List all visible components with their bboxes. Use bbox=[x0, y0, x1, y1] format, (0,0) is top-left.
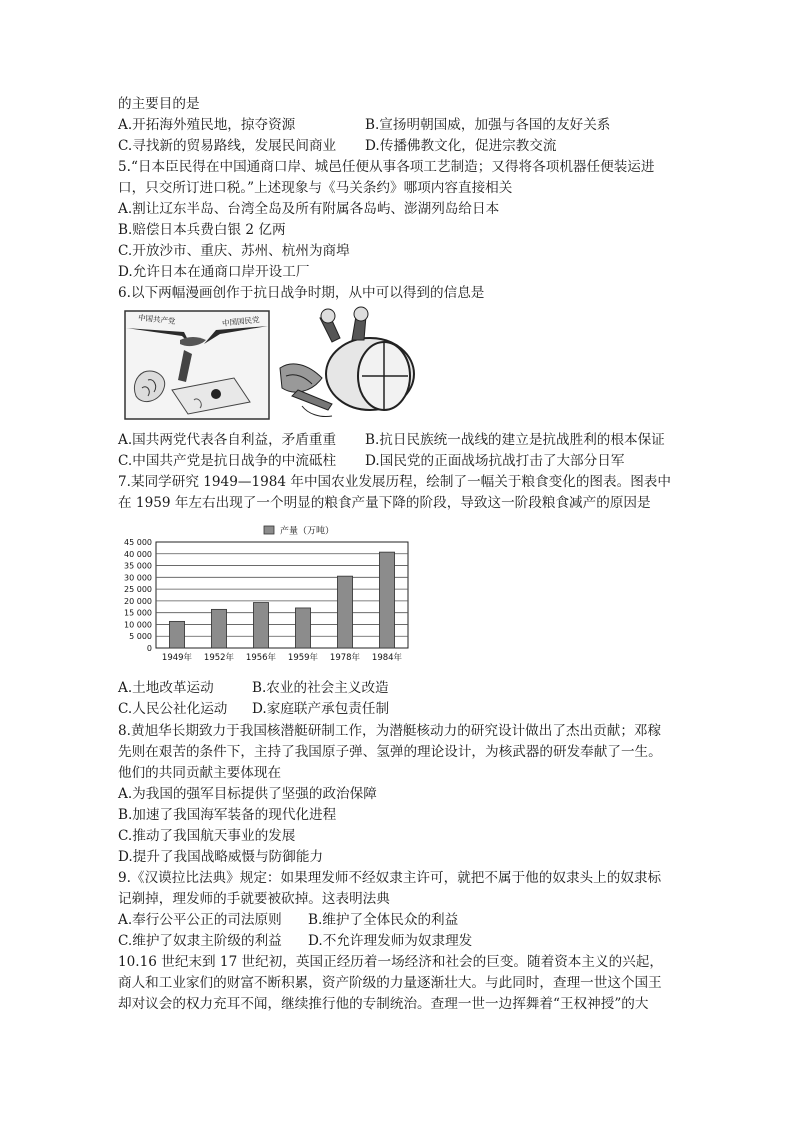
q8-option-c: C.推动了我国航天事业的发展 bbox=[118, 828, 296, 844]
q4-option-c: C.寻找新的贸易路线，发展民间商业 bbox=[118, 138, 337, 154]
chart-bar-1978年 bbox=[337, 576, 352, 648]
chart-ytick-label: 10 000 bbox=[124, 620, 152, 630]
chart-ytick-label: 15 000 bbox=[124, 608, 152, 618]
chart-ytick-label: 45 000 bbox=[124, 538, 152, 547]
chart-xtick-label: 1949年 bbox=[161, 653, 193, 663]
chart-ytick-label: 35 000 bbox=[124, 561, 152, 571]
chart-bar-1952年 bbox=[211, 609, 226, 648]
q5-option-d: D.允许日本在通商口岸开设工厂 bbox=[118, 264, 310, 280]
cartoon-roller-drawing bbox=[272, 306, 422, 424]
grain-chart-svg bbox=[112, 522, 422, 680]
q5-option-c: C.开放沙市、重庆、苏州、杭州为商埠 bbox=[118, 243, 350, 259]
q5-option-b: B.赔偿日本兵费白银 2 亿两 bbox=[118, 222, 286, 238]
chart-ytick-label: 40 000 bbox=[124, 549, 152, 559]
chart-ytick-label: 20 000 bbox=[124, 596, 152, 606]
q7-option-c: C.人民公社化运动 bbox=[118, 701, 228, 717]
q4-option-a: A.开拓海外殖民地，掠夺资源 bbox=[118, 117, 296, 133]
q7-stem-line1: 7.某同学研究 1949—1984 年中国农业发展历程，绘制了一幅关于粮食变化的图表。图表中 bbox=[118, 474, 671, 490]
chart-ytick-label: 5 000 bbox=[129, 632, 152, 642]
chart-ytick-label: 25 000 bbox=[124, 585, 152, 595]
q9-option-a: A.奉行公平公正的司法原则 bbox=[118, 912, 282, 928]
q8-stem-line3: 他们的共同贡献主要体现在 bbox=[118, 765, 282, 781]
cartoon-handshake bbox=[124, 310, 270, 420]
q7-option-d: D.家庭联产承包责任制 bbox=[252, 701, 390, 717]
chart-bar-1984年 bbox=[379, 552, 394, 648]
q7-stem-line2: 在 1959 年左右出现了一个明显的粮食产量下降的阶段，导致这一阶段粮食减产的原因是 bbox=[118, 495, 651, 511]
q4-option-d: D.传播佛教文化，促进宗教交流 bbox=[365, 138, 557, 154]
q9-option-d: D.不允许理发师为奴隶理发 bbox=[308, 933, 473, 949]
cartoon-handshake-drawing bbox=[124, 310, 270, 420]
q8-option-a: A.为我国的强军目标提供了坚强的政治保障 bbox=[118, 786, 377, 802]
cartoon-label-kmt: 中国国民党 bbox=[220, 314, 262, 329]
q7-option-a: A.土地改革运动 bbox=[118, 680, 214, 696]
q9-stem-line2: 记剃掉，理发师的手就要被砍掉。这表明法典 bbox=[118, 891, 390, 907]
q6-option-a: A.国共两党代表各自利益，矛盾重重 bbox=[118, 432, 337, 448]
chart-ytick-label: 0 bbox=[146, 644, 152, 653]
q6-option-c: C.中国共产党是抗日战争的中流砥柱 bbox=[118, 453, 337, 469]
chart-ytick-label: 30 000 bbox=[124, 573, 152, 583]
q4-stem-tail: 的主要目的是 bbox=[118, 96, 200, 112]
q9-option-c: C.维护了奴隶主阶级的利益 bbox=[118, 933, 282, 949]
q5-stem-line2: 口，只交所订进口税。”上述现象与《马关条约》哪项内容直接相关 bbox=[118, 180, 513, 196]
cartoon-roller bbox=[272, 306, 422, 424]
q10-stem-line3: 却对议会的权力充耳不闻，继续推行他的专制统治。查理一世一边挥舞着“王权神授”的大 bbox=[118, 996, 649, 1012]
q6-stem: 6.以下两幅漫画创作于抗日战争时期，从中可以得到的信息是 bbox=[118, 285, 485, 301]
chart-xtick-label: 1952年 bbox=[203, 653, 235, 663]
chart-plot-frame bbox=[156, 542, 408, 648]
q8-stem-line1: 8.黄旭华长期致力于我国核潜艇研制工作，为潜艇核动力的研究设计做出了杰出贡献；邓稼 bbox=[118, 723, 662, 739]
q7-option-b: B.农业的社会主义改造 bbox=[252, 680, 389, 696]
q6-option-b: B.抗日民族统一战线的建立是抗战胜利的根本保证 bbox=[365, 432, 665, 448]
q10-stem-line2: 商人和工业家们的财富不断积累，资产阶级的力量逐渐壮大。与此同时，查理一世这个国王 bbox=[118, 975, 662, 991]
cartoon-label-ccp: 中国共产党 bbox=[136, 312, 178, 327]
chart-xtick-label: 1956年 bbox=[245, 653, 277, 663]
q5-stem-line1: 5.“日本臣民得在中国通商口岸、城邑任便从事各项工艺制造；又得将各项机器任便装运进 bbox=[118, 159, 655, 175]
q6-option-d: D.国民党的正面战场抗战打击了大部分日军 bbox=[365, 453, 625, 469]
grain-chart bbox=[112, 522, 422, 680]
q8-stem-line2: 先则在艰苦的条件下，主持了我国原子弹、氢弹的理论设计，为核武器的研发奉献了一生。 bbox=[118, 744, 662, 760]
q9-stem-line1: 9.《汉谟拉比法典》规定：如果理发师不经奴隶主许可，就把不属于他的奴隶头上的奴隶标 bbox=[118, 870, 662, 886]
chart-bar-1949年 bbox=[169, 621, 184, 648]
q8-option-d: D.提升了我国战略威慑与防御能力 bbox=[118, 849, 324, 865]
chart-legend-label: 产量（万吨） bbox=[280, 526, 335, 537]
q4-option-b: B.宣扬明朝国威，加强与各国的友好关系 bbox=[365, 117, 611, 133]
q8-option-b: B.加速了我国海军装备的现代化进程 bbox=[118, 807, 337, 823]
chart-bar-1959年 bbox=[295, 608, 310, 648]
chart-xtick-label: 1984年 bbox=[371, 653, 403, 663]
chart-xtick-label: 1978年 bbox=[329, 653, 361, 663]
chart-bar-1956年 bbox=[253, 603, 268, 648]
chart-xtick-label: 1959年 bbox=[287, 653, 319, 663]
q10-stem-line1: 10.16 世纪末到 17 世纪初，英国正经历着一场经济和社会的巨变。随着资本主义的兴起， bbox=[118, 954, 663, 970]
q9-option-b: B.维护了全体民众的利益 bbox=[308, 912, 459, 928]
q5-option-a: A.割让辽东半岛、台湾全岛及所有附属各岛屿、澎湖列岛给日本 bbox=[118, 201, 500, 217]
chart-legend-swatch bbox=[264, 526, 274, 534]
